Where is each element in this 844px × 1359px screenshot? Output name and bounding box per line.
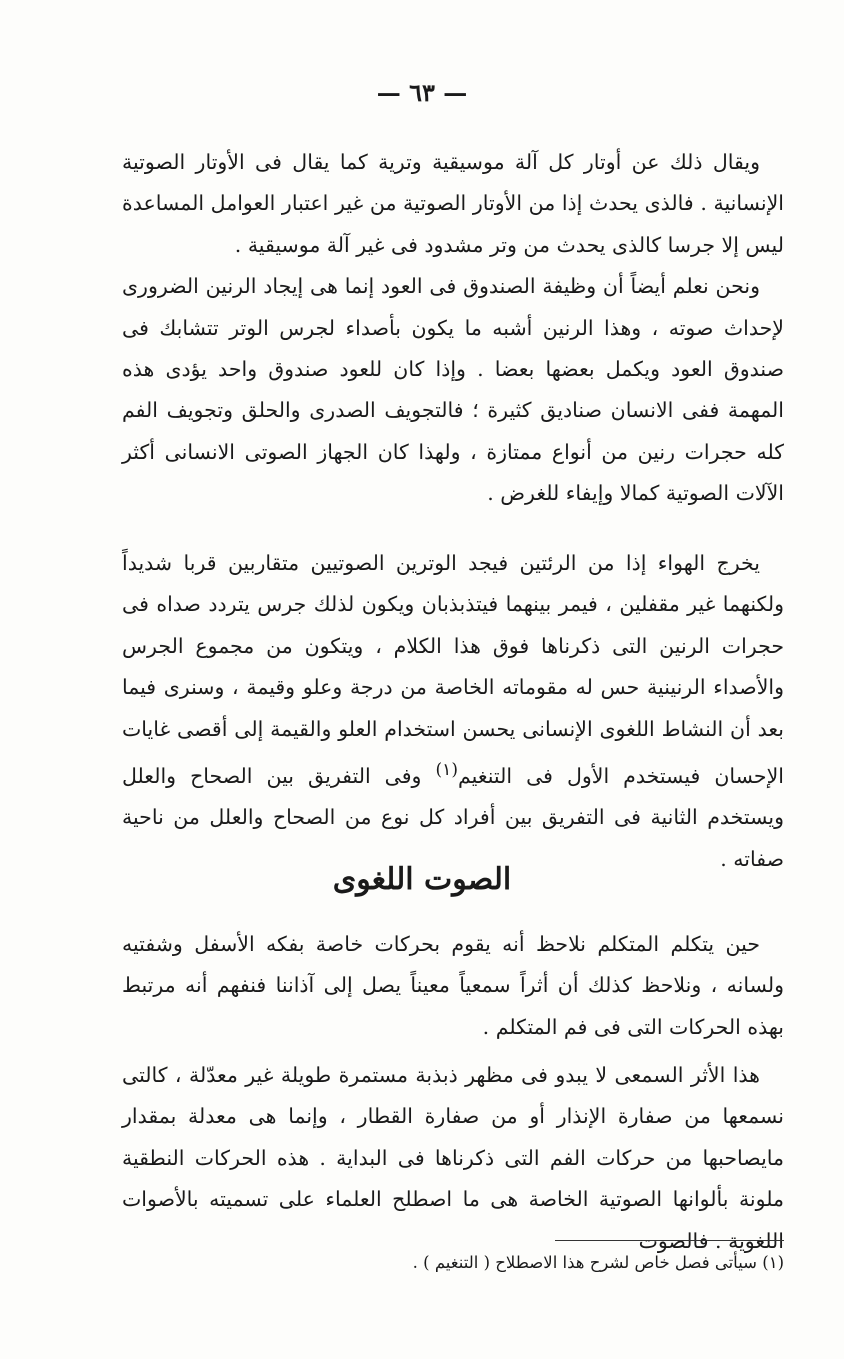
paragraph-text-end: فى التفريق بين أفراد كل نوع من الصحاح والعلل من ناحية صفاته . xyxy=(122,805,784,871)
paragraph-text: يخرج الهواء إذا من الرئتين فيجد الوترين الصوتيين متقاربين قربا شديداً ولكنهما غير مقفلين ، فيمر بينهما فيتذبذبان ويكون لذلك جرس يتردد صداه فى حجرات الرنين التى ذكرناها فوق هذا الكلام ، ويتكون من مجموع الجرس والأصداء الرنينية حس له مقوماته الخاصة من درجة وعلو وقيمة ، وسنرى فيما بعد أن النشاط اللغوى الإنسانى يحسن استخدام العلو والقيمة إلى أقصى غايات الإحسان فيستخدم الأول فى التنغيم xyxy=(122,551,784,788)
footnote-divider xyxy=(555,1240,784,1241)
paragraph: ويقال ذلك عن أوتار كل آلة موسيقية وترية كما يقال فى الأوتار الصوتية الإنسانية . فالذى يحدث إذا من الأوتار الصوتية من غير اعتبار العوامل المساعدة ليس إلا جرسا كالذى يحدث من وتر مشدود فى غير آلة موسيقية . xyxy=(122,150,784,257)
body-text-section xyxy=(122,924,784,1048)
body-text-bottom xyxy=(122,1055,784,1262)
paragraph-with-footnote xyxy=(122,543,784,880)
paragraph-text-continued: وفى التفريق بين الصحاح والعلل ويستخدم الثانية xyxy=(122,763,784,830)
section-heading: الصوت اللغوى xyxy=(332,862,512,897)
paragraph: ونحن نعلم أيضاً أن وظيفة الصندوق فى العود إنما هى إيجاد الرنين الضرورى لإحداث صوته ، وهذا الرنين أشبه ما يكون بأصداء لجرس الوتر تتشابك فى صندوق العود ويكمل بعضها بعضا . وإذا كان للعود صندوق واحد يؤدى هذه المهمة ففى الانسان صناديق كثيرة ؛ فالتجويف الصدرى والحلق وتجويف الفم كله حجرات رنين من أنواع ممتازة ، ولهذا كان الجهاز الصوتى الانسانى أكثر الآلات الصوتية كمالا وإيفاء للغرض . xyxy=(122,274,784,506)
paragraph: حين يتكلم المتكلم نلاحظ أنه يقوم بحركات خاصة بفكه الأسفل وشفتيه ولسانه ، ونلاحظ كذلك أن أثراً سمعياً معيناً يصل إلى آذاننا فنفهم أنه مرتبط بهذه الحركات التى فى فم المتكلم . xyxy=(122,932,784,1039)
body-text-top xyxy=(122,142,784,515)
footnote: (١) سيأتى فصل خاص لشرح هذا الاصطلاح ( التنغيم ) . xyxy=(412,1253,784,1272)
paragraph: هذا الأثر السمعى لا يبدو فى مظهر ذبذبة مستمرة طويلة غير معدّلة ، كالتى نسمعها من صفارة الإنذار أو من صفارة القطار ، وإنما هى معدلة بمقدار مايصاحبها من حركات الفم التى ذكرناها فى البداية . هذه الحركات النطقية ملونة بألوانها الصوتية الخاصة هى ما اصطلح العلماء على تسميته بالأصوات اللغوية . فالصوت xyxy=(122,1063,784,1253)
page-number: — ٦٣ — xyxy=(376,78,468,107)
footnote-marker: (١) xyxy=(435,760,459,781)
body-text-middle xyxy=(122,543,784,880)
